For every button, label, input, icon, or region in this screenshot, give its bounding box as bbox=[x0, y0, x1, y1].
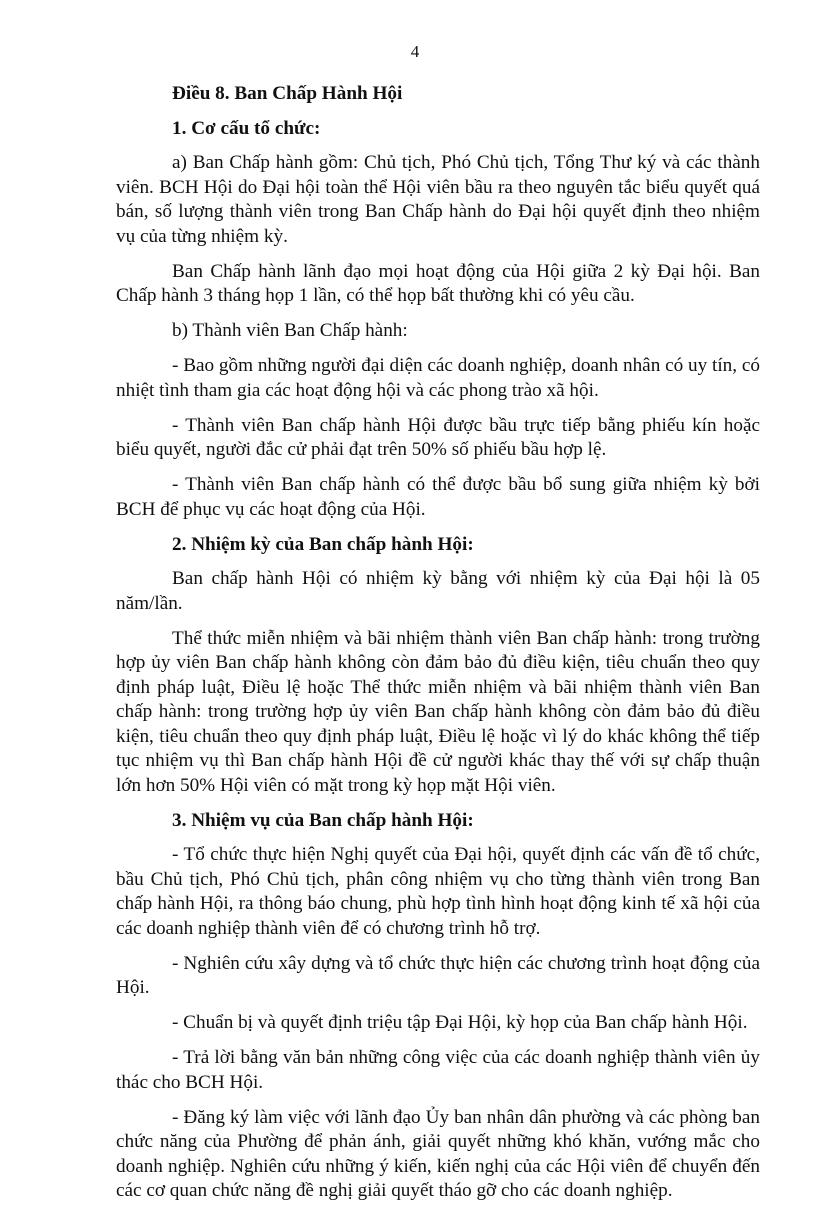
article-title: Điều 8. Ban Chấp Hành Hội bbox=[172, 83, 403, 104]
paragraph: Thể thức miễn nhiệm và bãi nhiệm thành viên Ban chấp hành: trong trường hợp ủy viên Ban chấp hành không còn đảm bảo đủ điều kiện, tiêu chuẩn theo quy định pháp luật, Điều lệ hoặc Thể thức miễn nhiệm và bãi nhiệm thành viên Ban chấp hành: trong trường hợp ủy viên Ban chấp hành không còn đảm bảo đủ điều kiện, tiêu chuẩn theo quy định pháp luật, Điều lệ hoặc vì lý do khác không thể tiếp tục nhiệm vụ thì Ban chấp hành Hội đề cử người khác thay thế với sự chấp thuận lớn hơn 50% Hội viên có mặt trong kỳ họp mặt Hội viên. bbox=[116, 627, 760, 796]
paragraph: Ban Chấp hành lãnh đạo mọi hoạt động của Hội giữa 2 kỳ Đại hội. Ban Chấp hành 3 tháng họp 1 lần, có thể họp bất thường khi có yêu cầu. bbox=[116, 260, 760, 306]
section-1-heading: 1. Cơ cấu tổ chức: bbox=[172, 117, 321, 139]
paragraph: a) Ban Chấp hành gồm: Chủ tịch, Phó Chủ tịch, Tổng Thư ký và các thành viên. BCH Hội do Đại hội toàn thể Hội viên bầu ra theo nguyên tắc biểu quyết quá bán, số lượng thành viên trong Ban Chấp hành do Đại hội quyết định theo nhiệm vụ của từng nhiệm kỳ. bbox=[116, 152, 760, 247]
page-number: 4 bbox=[410, 42, 420, 61]
paragraph: - Thành viên Ban chấp hành có thể được bầu bổ sung giữa nhiệm kỳ bởi BCH để phục vụ các hoạt động của Hội. bbox=[116, 474, 760, 520]
section-3-heading: 3. Nhiệm vụ của Ban chấp hành Hội: bbox=[172, 809, 474, 831]
paragraph: - Nghiên cứu xây dựng và tổ chức thực hiện các chương trình hoạt động của Hội. bbox=[116, 952, 760, 998]
paragraph: - Tổ chức thực hiện Nghị quyết của Đại hội, quyết định các vấn đề tổ chức, bầu Chủ tịch, Phó Chủ tịch, phân công nhiệm vụ cho từng thành viên trong Ban chấp hành Hội, ra thông báo chung, phù hợp tình hình hoạt động kinh tế xã hội của các doanh nghiệp thành viên để có chương trình hỗ trợ. bbox=[116, 844, 760, 939]
document-body bbox=[116, 82, 760, 1214]
paragraph: - Trả lời bằng văn bản những công việc của các doanh nghiệp thành viên ủy thác cho BCH Hội. bbox=[116, 1047, 760, 1093]
paragraph: b) Thành viên Ban Chấp hành: bbox=[172, 320, 408, 341]
paragraph: - Đăng ký làm việc với lãnh đạo Ủy ban nhân dân phường và các phòng ban chức năng của Phường để phản ánh, giải quyết những khó khăn, vướng mắc cho doanh nghiệp. Nghiên cứu những ý kiến, kiến nghị của các Hội viên để chuyển đến các cơ quan chức năng đề nghị giải quyết tháo gỡ cho các doanh nghiệp. bbox=[116, 1106, 760, 1201]
section-2-heading: 2. Nhiệm kỳ của Ban chấp hành Hội: bbox=[172, 533, 474, 555]
paragraph: Ban chấp hành Hội có nhiệm kỳ bằng với nhiệm kỳ của Đại hội là 05 năm/lần. bbox=[116, 568, 760, 614]
paragraph: - Thành viên Ban chấp hành Hội được bầu trực tiếp bằng phiếu kín hoặc biểu quyết, người đắc cử phải đạt trên 50% số phiếu bầu hợp lệ. bbox=[116, 414, 760, 460]
paragraph: - Bao gồm những người đại diện các doanh nghiệp, doanh nhân có uy tín, có nhiệt tình tham gia các hoạt động hội và các phong trào xã hội. bbox=[116, 355, 760, 401]
paragraph: - Chuẩn bị và quyết định triệu tập Đại Hội, kỳ họp của Ban chấp hành Hội. bbox=[172, 1012, 748, 1033]
